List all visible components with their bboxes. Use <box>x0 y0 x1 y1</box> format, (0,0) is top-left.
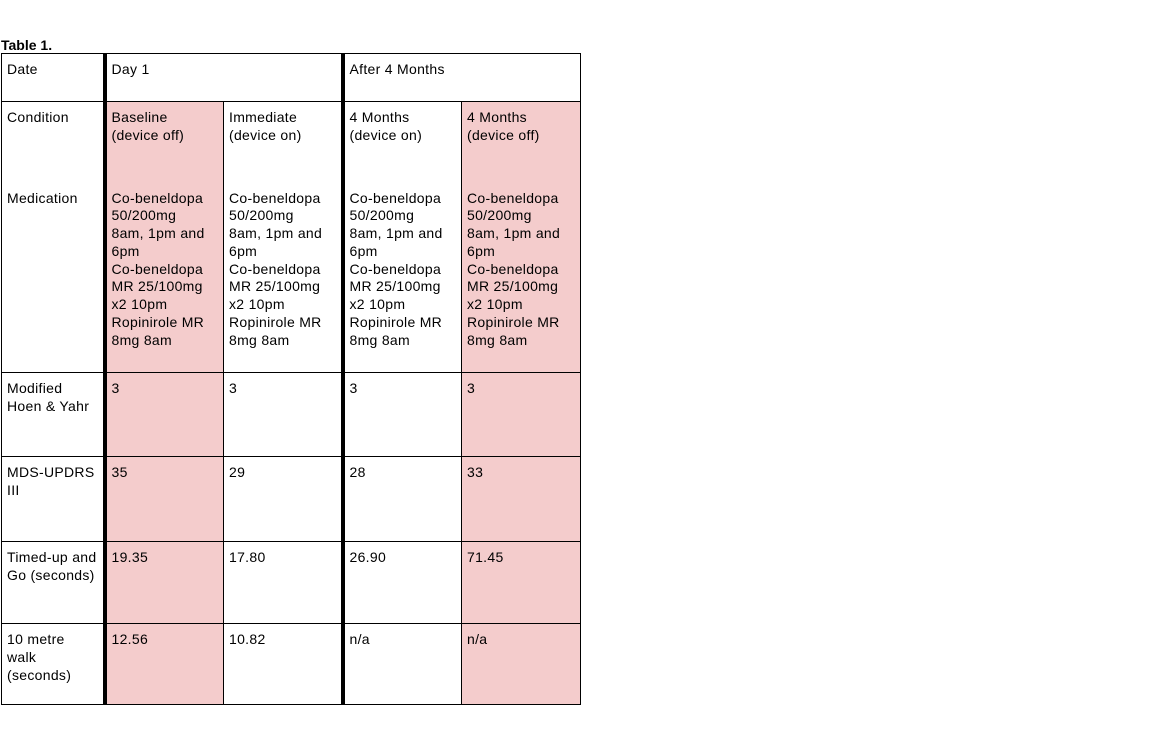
condition-4-months-on: 4 Months (device on) <box>343 102 462 183</box>
medication-line: 8am, 1pm and 6pm <box>467 225 561 259</box>
condition-baseline: Baseline (device off) <box>105 102 224 183</box>
medication-line: 8am, 1pm and 6pm <box>229 225 323 259</box>
hoehn-yahr-baseline: 3 <box>105 373 224 457</box>
medication-line: Co-beneldopa 50/200mg <box>111 189 204 224</box>
hoehn-yahr-4-months-on: 3 <box>343 373 462 457</box>
medication-4-months-off <box>462 183 581 373</box>
condition-immediate: Immediate (device on) <box>224 102 343 183</box>
walk-immediate: 10.82 <box>224 624 343 705</box>
row-label-condition: Condition <box>2 102 105 183</box>
table-row-timed-up-and-go <box>2 542 581 624</box>
row-label-10-metre-walk: 10 metre walk (seconds) <box>2 624 105 705</box>
row-label-mds-updrs: MDS-UPDRS III <box>2 457 105 542</box>
results-table <box>1 53 581 705</box>
mds-updrs-4-months-off: 33 <box>462 457 581 542</box>
medication-line: Ropinirole MR 8mg 8am <box>349 314 443 348</box>
medication-line: Co-beneldopa 50/200mg <box>229 189 321 224</box>
condition-4-months-off: 4 Months (device off) <box>462 102 581 183</box>
hoehn-yahr-immediate: 3 <box>224 373 343 457</box>
medication-line: Co-beneldopa MR 25/100mg <box>467 260 559 295</box>
header-day-1: Day 1 <box>105 54 343 102</box>
walk-4-months-off: n/a <box>462 624 581 705</box>
row-label-medication: Medication <box>2 183 105 373</box>
table-caption: Table 1. <box>1 37 53 53</box>
table-row-condition <box>2 102 581 183</box>
medication-line: Ropinirole MR 8mg 8am <box>467 314 560 348</box>
walk-baseline: 12.56 <box>105 624 224 705</box>
tug-4-months-off: 71.45 <box>462 542 581 624</box>
medication-line: Co-beneldopa MR 25/100mg <box>111 260 204 295</box>
medication-baseline <box>105 183 224 373</box>
tug-baseline: 19.35 <box>105 542 224 624</box>
mds-updrs-baseline: 35 <box>105 457 224 542</box>
medication-line: 8am, 1pm and 6pm <box>349 225 443 259</box>
medication-line: 8am, 1pm and 6pm <box>111 225 205 259</box>
table-row-10-metre-walk <box>2 624 581 705</box>
table-row-date <box>2 54 581 102</box>
table-row-medication <box>2 183 581 373</box>
tug-immediate: 17.80 <box>224 542 343 624</box>
row-label-hoehn-yahr: Modified Hoen & Yahr <box>2 373 105 457</box>
tug-4-months-on: 26.90 <box>343 542 462 624</box>
medication-immediate <box>224 183 343 373</box>
row-label-timed-up-and-go: Timed-up and Go (seconds) <box>2 542 105 624</box>
medication-line: Co-beneldopa MR 25/100mg <box>229 260 321 295</box>
mds-updrs-4-months-on: 28 <box>343 457 462 542</box>
medication-line: x2 10pm <box>349 296 406 313</box>
medication-line: Ropinirole MR 8mg 8am <box>111 314 205 348</box>
mds-updrs-immediate: 29 <box>224 457 343 542</box>
medication-line: Co-beneldopa 50/200mg <box>467 189 559 224</box>
medication-line: Co-beneldopa 50/200mg <box>349 189 442 224</box>
medication-line: Co-beneldopa MR 25/100mg <box>349 260 442 295</box>
medication-line: x2 10pm <box>229 296 285 313</box>
medication-line: x2 10pm <box>467 296 523 313</box>
walk-4-months-on: n/a <box>343 624 462 705</box>
medication-line: Ropinirole MR 8mg 8am <box>229 314 322 348</box>
medication-line: x2 10pm <box>111 296 168 313</box>
table-row-mds-updrs <box>2 457 581 542</box>
table-row-hoehn-yahr <box>2 373 581 457</box>
header-after-4-months: After 4 Months <box>343 54 581 102</box>
row-label-date: Date <box>2 54 105 102</box>
medication-4-months-on <box>343 183 462 373</box>
hoehn-yahr-4-months-off: 3 <box>462 373 581 457</box>
